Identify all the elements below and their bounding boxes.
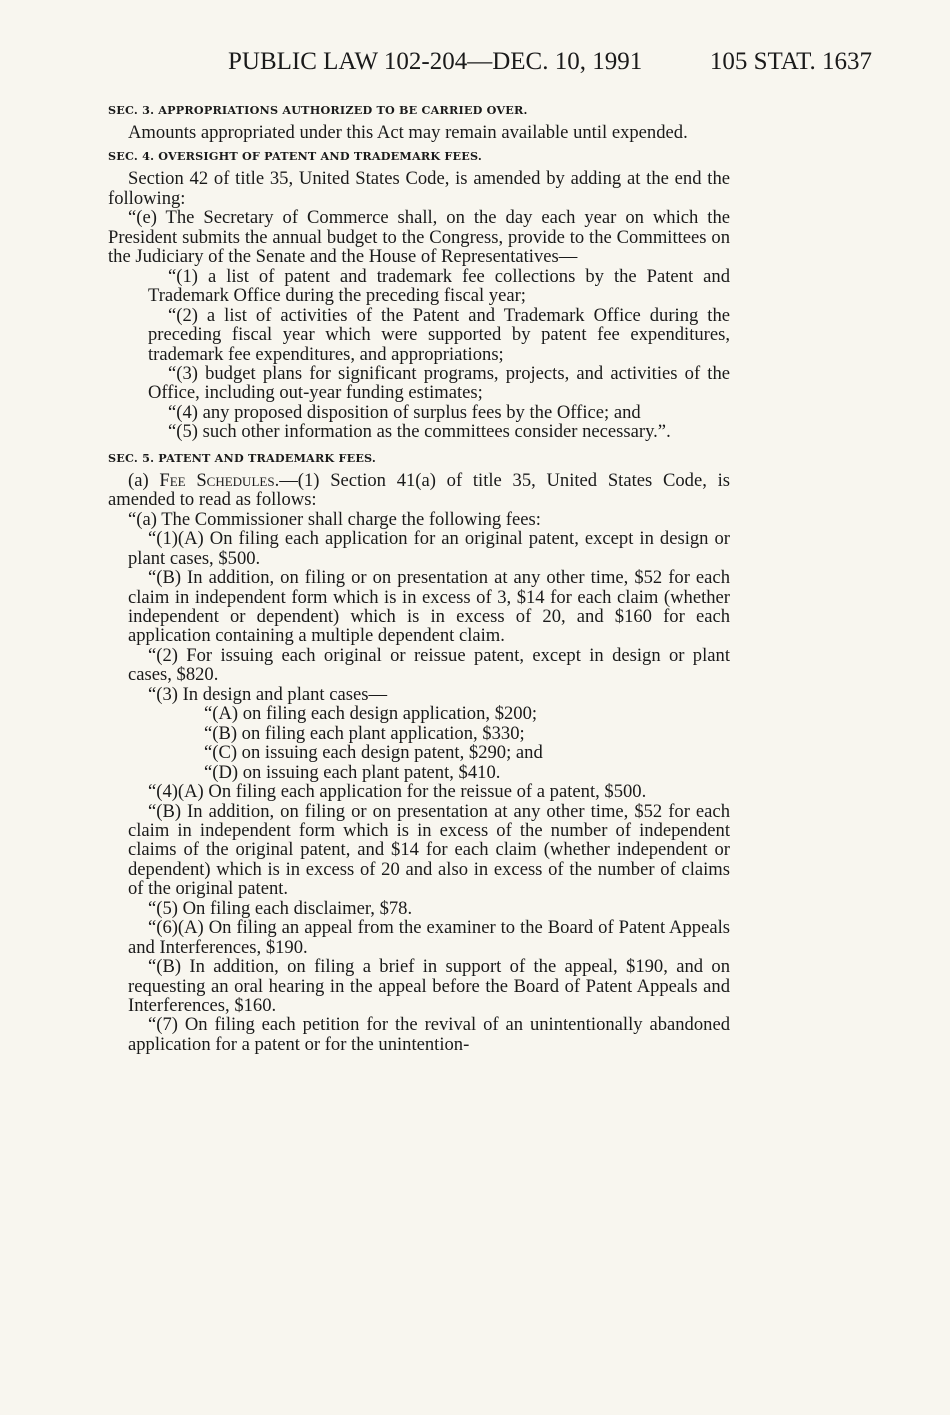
fee-paragraph-1B: “(B) In addition, on filing or on presentation at any other time, $52 for each claim in independent form which is in excess of 3, $14 for each claim (whether independent or dependent) which is in excess of 20, and $160 for each application containing a multiple dependent claim. — [128, 567, 730, 647]
subsection-label: (a) — [128, 469, 160, 491]
statute-page-number: 105 STAT. 1637 — [709, 48, 872, 75]
page-title: PUBLIC LAW 102-204—DEC. 10, 1991 — [228, 48, 643, 75]
fee-paragraph-2: “(2) For issuing each original or reissue patent, except in design or plant cases, $820. — [128, 644, 730, 686]
fee-paragraph-7: “(7) On filing each petition for the revival of an unintentionally abandoned application for a patent or for the unintention- — [128, 1014, 730, 1055]
document-body — [108, 102, 730, 1054]
fee-intro: “(a) The Commissioner shall charge the following fees: — [128, 508, 541, 530]
list-item: “(B) on filing each plant application, $330; — [204, 722, 525, 744]
section-4-heading: SEC. 4. OVERSIGHT OF PATENT AND TRADEMARK FEES. — [108, 149, 482, 164]
list-item: “(D) on issuing each plant patent, $410. — [204, 761, 501, 783]
section-3-heading: SEC. 3. APPROPRIATIONS AUTHORIZED TO BE CARRIED OVER. — [108, 103, 528, 117]
section-3-text: Amounts appropriated under this Act may remain available until expended. — [128, 122, 688, 143]
section-4-intro: Section 42 of title 35, United States Code, is amended by adding at the end the following: — [108, 168, 730, 209]
fee-paragraph-6A: “(6)(A) On filing an appeal from the examiner to the Board of Patent Appeals and Interferences, $190. — [128, 917, 730, 958]
section-5-heading: SEC. 5. PATENT AND TRADEMARK FEES. — [108, 450, 377, 465]
subsection-caption: Fee Schedules — [159, 469, 275, 491]
list-item: “(1) a list of patent and trademark fee collections by the Patent and Trademark Office during the preceding fiscal year; — [148, 265, 730, 307]
subsection-text: .—(1) Section 41(a) of title 35, United States Code, is amended to read as follows: — [108, 469, 730, 511]
list-item: “(A) on filing each design application, $200; — [204, 703, 538, 725]
section-4-subsection-e: “(e) The Secretary of Commerce shall, on the day each year on which the President submits the annual budget to the Congress, provide to the Committees on the Judiciary of the Senate and the House of Representatives— — [108, 207, 730, 268]
fee-paragraph-4B: “(B) In addition, on filing or on presentation at any other time, $52 for each claim in independent form which is in excess of the number of independent claims of the original patent, and $14 for each claim (whether independent or dependent) which is in excess of 20 and also in excess of the number of claims of the original patent. — [128, 800, 730, 900]
fee-paragraph-6B: “(B) In addition, on filing a brief in support of the appeal, $190, and on requesting an oral hearing in the appeal before the Board of Patent Appeals and Interferences, $160. — [128, 956, 730, 1017]
fee-paragraph-5: “(5) On filing each disclaimer, $78. — [148, 897, 413, 919]
list-item: “(5) such other information as the committees consider necessary.”. — [168, 421, 671, 443]
fee-paragraph-1A: “(1)(A) On filing each application for an original patent, except in design or plant cases, $500. — [128, 528, 730, 569]
page-header — [108, 48, 872, 88]
fee-paragraph-3: “(3) In design and plant cases— — [148, 683, 388, 705]
list-item: “(3) budget plans for significant programs, projects, and activities of the Office, including out-year funding estimates; — [148, 362, 730, 404]
list-item: “(4) any proposed disposition of surplus fees by the Office; and — [168, 401, 641, 423]
list-item: “(2) a list of activities of the Patent and Trademark Office during the preceding fiscal year which were supported by patent fee expenditures, trademark fee expenditures, and appropriations; — [148, 304, 730, 365]
fee-paragraph-4A: “(4)(A) On filing each application for the reissue of a patent, $500. — [148, 781, 647, 803]
list-item: “(C) on issuing each design patent, $290; and — [204, 742, 543, 764]
section-5-subsection-a — [108, 471, 730, 510]
